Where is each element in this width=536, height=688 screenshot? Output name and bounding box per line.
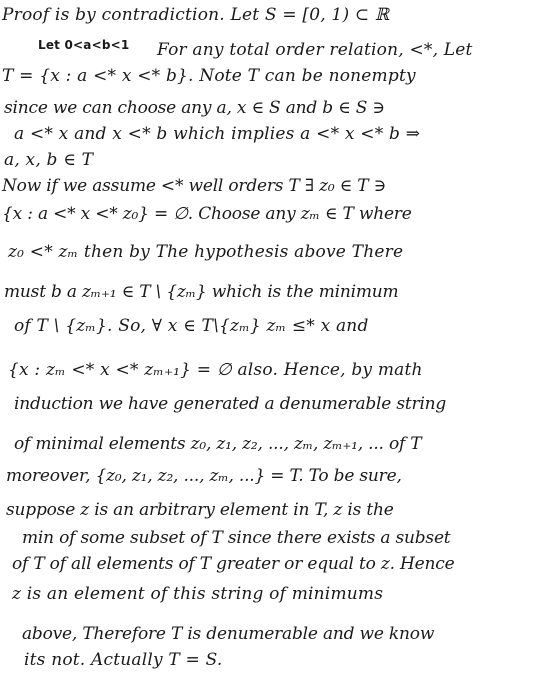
- proof-line-2: Let 0<a<b<1: [38, 38, 130, 52]
- proof-line-7: a, x, b ∈ T: [4, 150, 94, 170]
- proof-line-13: {x : zₘ <* x <* zₘ₊₁} = ∅ also. Hence, by math: [8, 360, 423, 380]
- proof-line-4: T = {x : a <* x <* b}. Note T can be nonempty: [2, 66, 416, 86]
- proof-line-12: of T \ {zₘ}. So, ∀ x ∈ T\{zₘ} zₘ ≤* x and: [14, 316, 369, 336]
- proof-line-10: z₀ <* zₘ then by The hypothesis above There: [8, 242, 404, 262]
- proof-line-6: a <* x and x <* b which implies a <* x <* b ⇒: [14, 124, 421, 144]
- proof-line-11: must b a zₘ₊₁ ∈ T \ {zₘ} which is the minimum: [4, 282, 399, 302]
- proof-line-1: Proof is by contradiction. Let S = [0, 1) ⊂ ℝ: [2, 5, 390, 25]
- proof-line-20: z is an element of this string of minimums: [12, 584, 384, 604]
- proof-line-3: For any total order relation, <*, Let: [157, 40, 473, 60]
- proof-line-5: since we can choose any a, x ∈ S and b ∈ S ∋: [4, 98, 385, 118]
- proof-line-16: moreover, {z₀, z₁, z₂, ..., zₘ, ...} = T. To be sure,: [6, 466, 402, 486]
- proof-line-8: Now if we assume <* well orders T ∃ z₀ ∈ T ∋: [2, 176, 386, 196]
- proof-line-14: induction we have generated a denumerable string: [14, 394, 447, 414]
- proof-line-21: above, Therefore T is denumerable and we know: [22, 624, 435, 644]
- proof-line-15: of minimal elements z₀, z₁, z₂, ..., zₘ, zₘ₊₁, ... of T: [14, 434, 422, 454]
- proof-line-17: suppose z is an arbitrary element in T, z is the: [6, 500, 394, 520]
- proof-line-19: of T of all elements of T greater or equal to z. Hence: [12, 554, 455, 574]
- proof-line-18: min of some subset of T since there exists a subset: [22, 528, 451, 548]
- proof-line-9: {x : a <* x <* z₀} = ∅. Choose any zₘ ∈ T where: [2, 204, 412, 224]
- proof-line-22: its not. Actually T = S.: [24, 650, 223, 670]
